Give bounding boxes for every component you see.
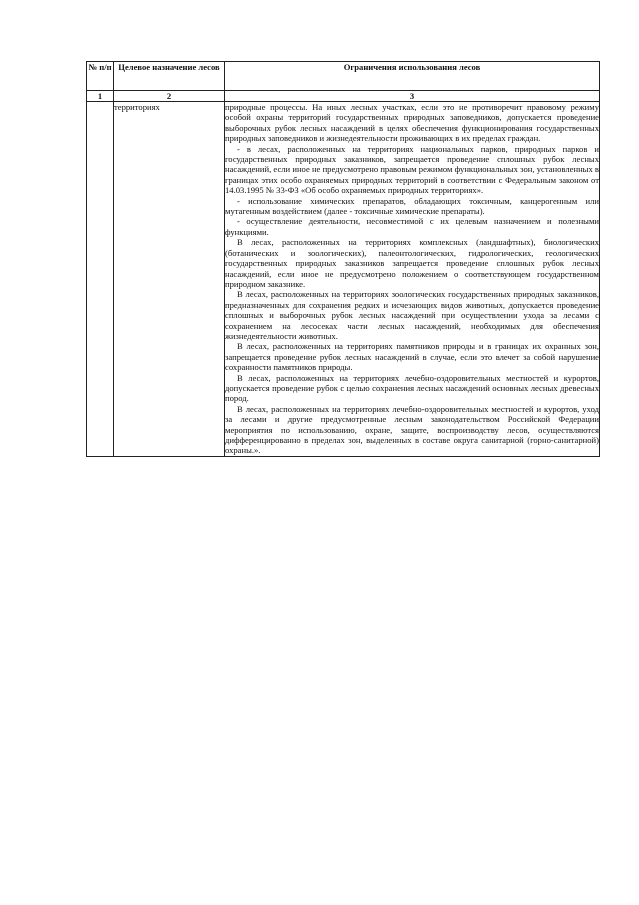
restriction-paragraph: природные процессы. На иных лесных участках, если это не противоречит правовому режиму особой охраны территорий государственных природных заповедников, допускается проведение выборочных рубок лесных насаждений в целях обеспечения функционирования государственных природных заповедников и жизнедеятельности проживающих в их пределах граждан. [225, 102, 599, 144]
restriction-paragraph: - в лесах, расположенных на территориях национальных парков, природных парков и государственных природных заказников, запрещается проведение сплошных рубок лесных насаждений, если иное не предусмотрено правовым режимом функциональных зон, установленных в границах этих особо охраняемых природных территорий в соответствии с Федеральным законом от 14.03.1995 № 33-ФЗ «Об особо охраняемых природных территориях». [225, 143, 599, 196]
header-restrictions: Ограничения использования лесов [225, 62, 600, 91]
column-number-1: 1 [87, 91, 114, 102]
restriction-paragraph: - осуществление деятельности, несовместимой с их целевым назначением и полезными функциями. [225, 216, 599, 237]
column-number-2: 2 [114, 91, 225, 102]
restriction-paragraph: В лесах, расположенных на территориях лечебно-оздоровительных местностей и курортов, допускается проведение рубок с целью сохранения лесных насаждений основных лесных древесных пород. [225, 372, 599, 404]
forest-restrictions-table [86, 61, 600, 457]
header-number: № п/п [87, 62, 114, 91]
restriction-paragraph: В лесах, расположенных на территориях памятников природы и в границах их охранных зон, запрещается проведение рубок лесных насаждений в случае, если это влечет за собой нарушение сохранности памятников природы. [225, 341, 599, 373]
table-header-row [87, 62, 600, 91]
header-purpose: Целевое назначение лесов [114, 62, 225, 91]
row-number-cell [87, 102, 114, 457]
restriction-paragraph: В лесах, расположенных на территориях комплексных (ландшафтных), биологических (ботанических и зоологических), палеонтологических, гидрологических, геологических государственных природных заказников запрещается проведение сплошных рубок лесных насаждений, если иное не предусмотрено положением о соответствующем государственном природном заказнике. [225, 237, 599, 289]
row-restrictions-cell [225, 102, 600, 457]
column-number-3: 3 [225, 91, 600, 102]
table-row [87, 102, 600, 457]
restriction-paragraph: В лесах, расположенных на территориях зоологических государственных природных заказников, предназначенных для сохранения редких и исчезающих видов животных, допускается проведение сплошных и выборочных рубок лесных насаждений при осуществлении ухода за лесами с сохранением на лесосеках части лесных насаждений, необходимых для обеспечения жизнедеятельности животных. [225, 289, 599, 341]
row-purpose-cell: территориях [114, 102, 225, 457]
column-number-row [87, 91, 600, 102]
restriction-paragraph: В лесах, расположенных на территориях лечебно-оздоровительных местностей и курортов, уход за лесами и другие предусмотренные лесным законодательством Российской Федерации мероприятия по использованию, охране, защите, воспроизводству лесов, осуществляются дифференцированно в пределах зон, выделенных в составе округа санитарной (горно-санитарной) охраны.». [225, 403, 599, 456]
restriction-paragraph: - использование химических препаратов, обладающих токсичным, канцерогенным или мутагенным воздействием (далее - токсичные химические препараты). [225, 195, 599, 217]
